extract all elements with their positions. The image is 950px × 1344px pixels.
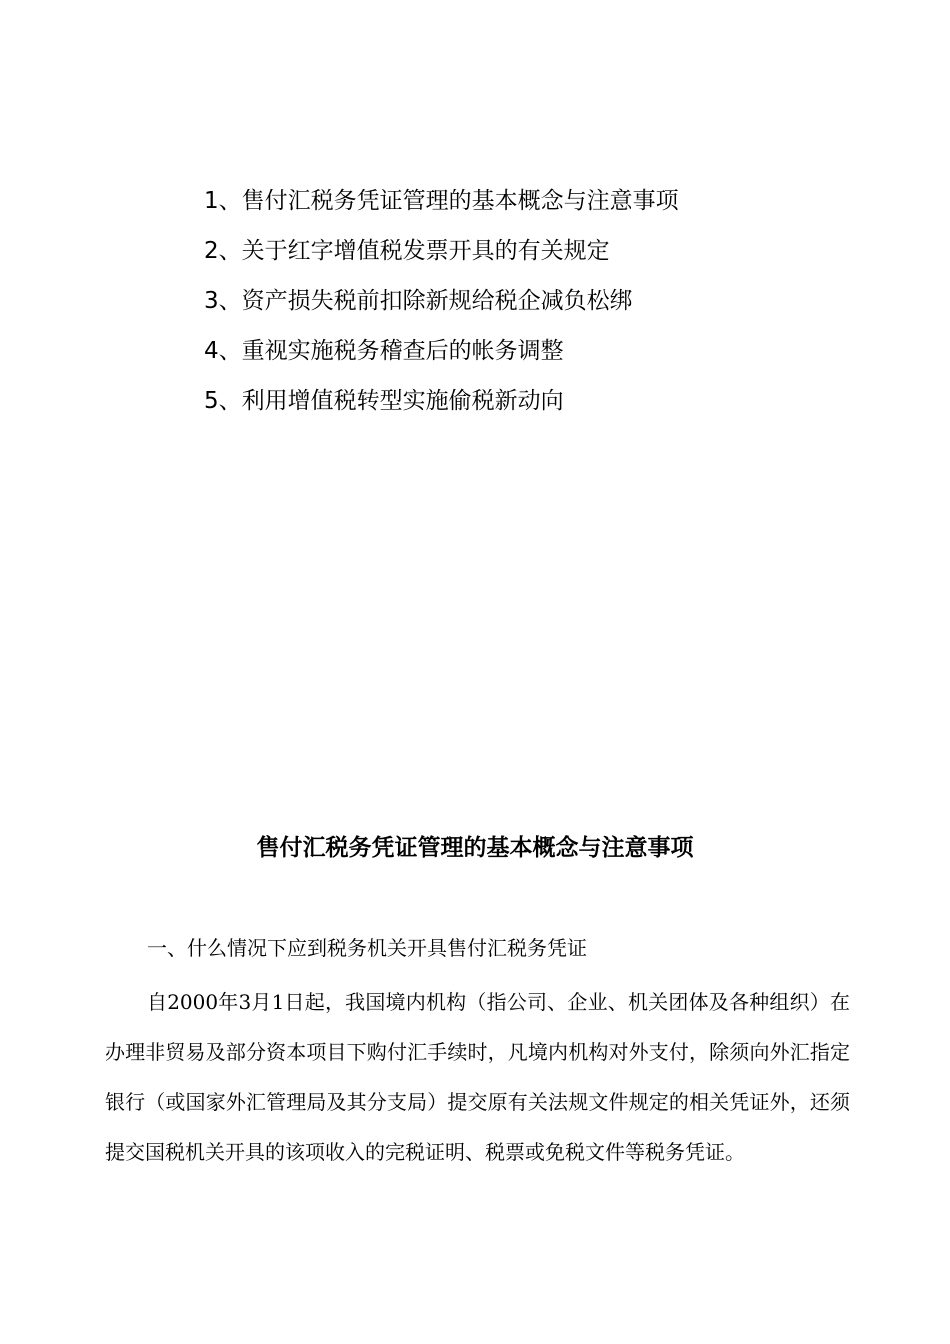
toc-item-4: 4、重视实施税务稽查后的帐务调整	[204, 338, 564, 364]
toc-item-5: 5、利用增值税转型实施偷税新动向	[204, 388, 564, 414]
toc-item-3: 3、资产损失税前扣除新规给税企减负松绑	[204, 288, 633, 314]
toc-item-1: 1、售付汇税务凭证管理的基本概念与注意事项	[204, 188, 679, 214]
section-title: 售付汇税务凭证管理的基本概念与注意事项	[256, 835, 694, 861]
body-paragraph: 自2000年3月1日起，我国境内机构（指公司、企业、机关团体及各种组织）在办理非贸易及部分资本项目下购付汇手续时，凡境内机构对外支付，除须向外汇指定银行（或国家外汇管理局及其分支局）提交原有关法规文件规定的相关凭证外，还须提交国税机关开具的该项收入的完税证明、税票或免税文件等税务凭证。	[105, 990, 850, 1164]
table-of-contents	[204, 180, 679, 430]
toc-item-2: 2、关于红字增值税发票开具的有关规定	[204, 238, 610, 264]
section-subheading: 一、什么情况下应到税务机关开具售付汇税务凭证	[147, 936, 587, 960]
